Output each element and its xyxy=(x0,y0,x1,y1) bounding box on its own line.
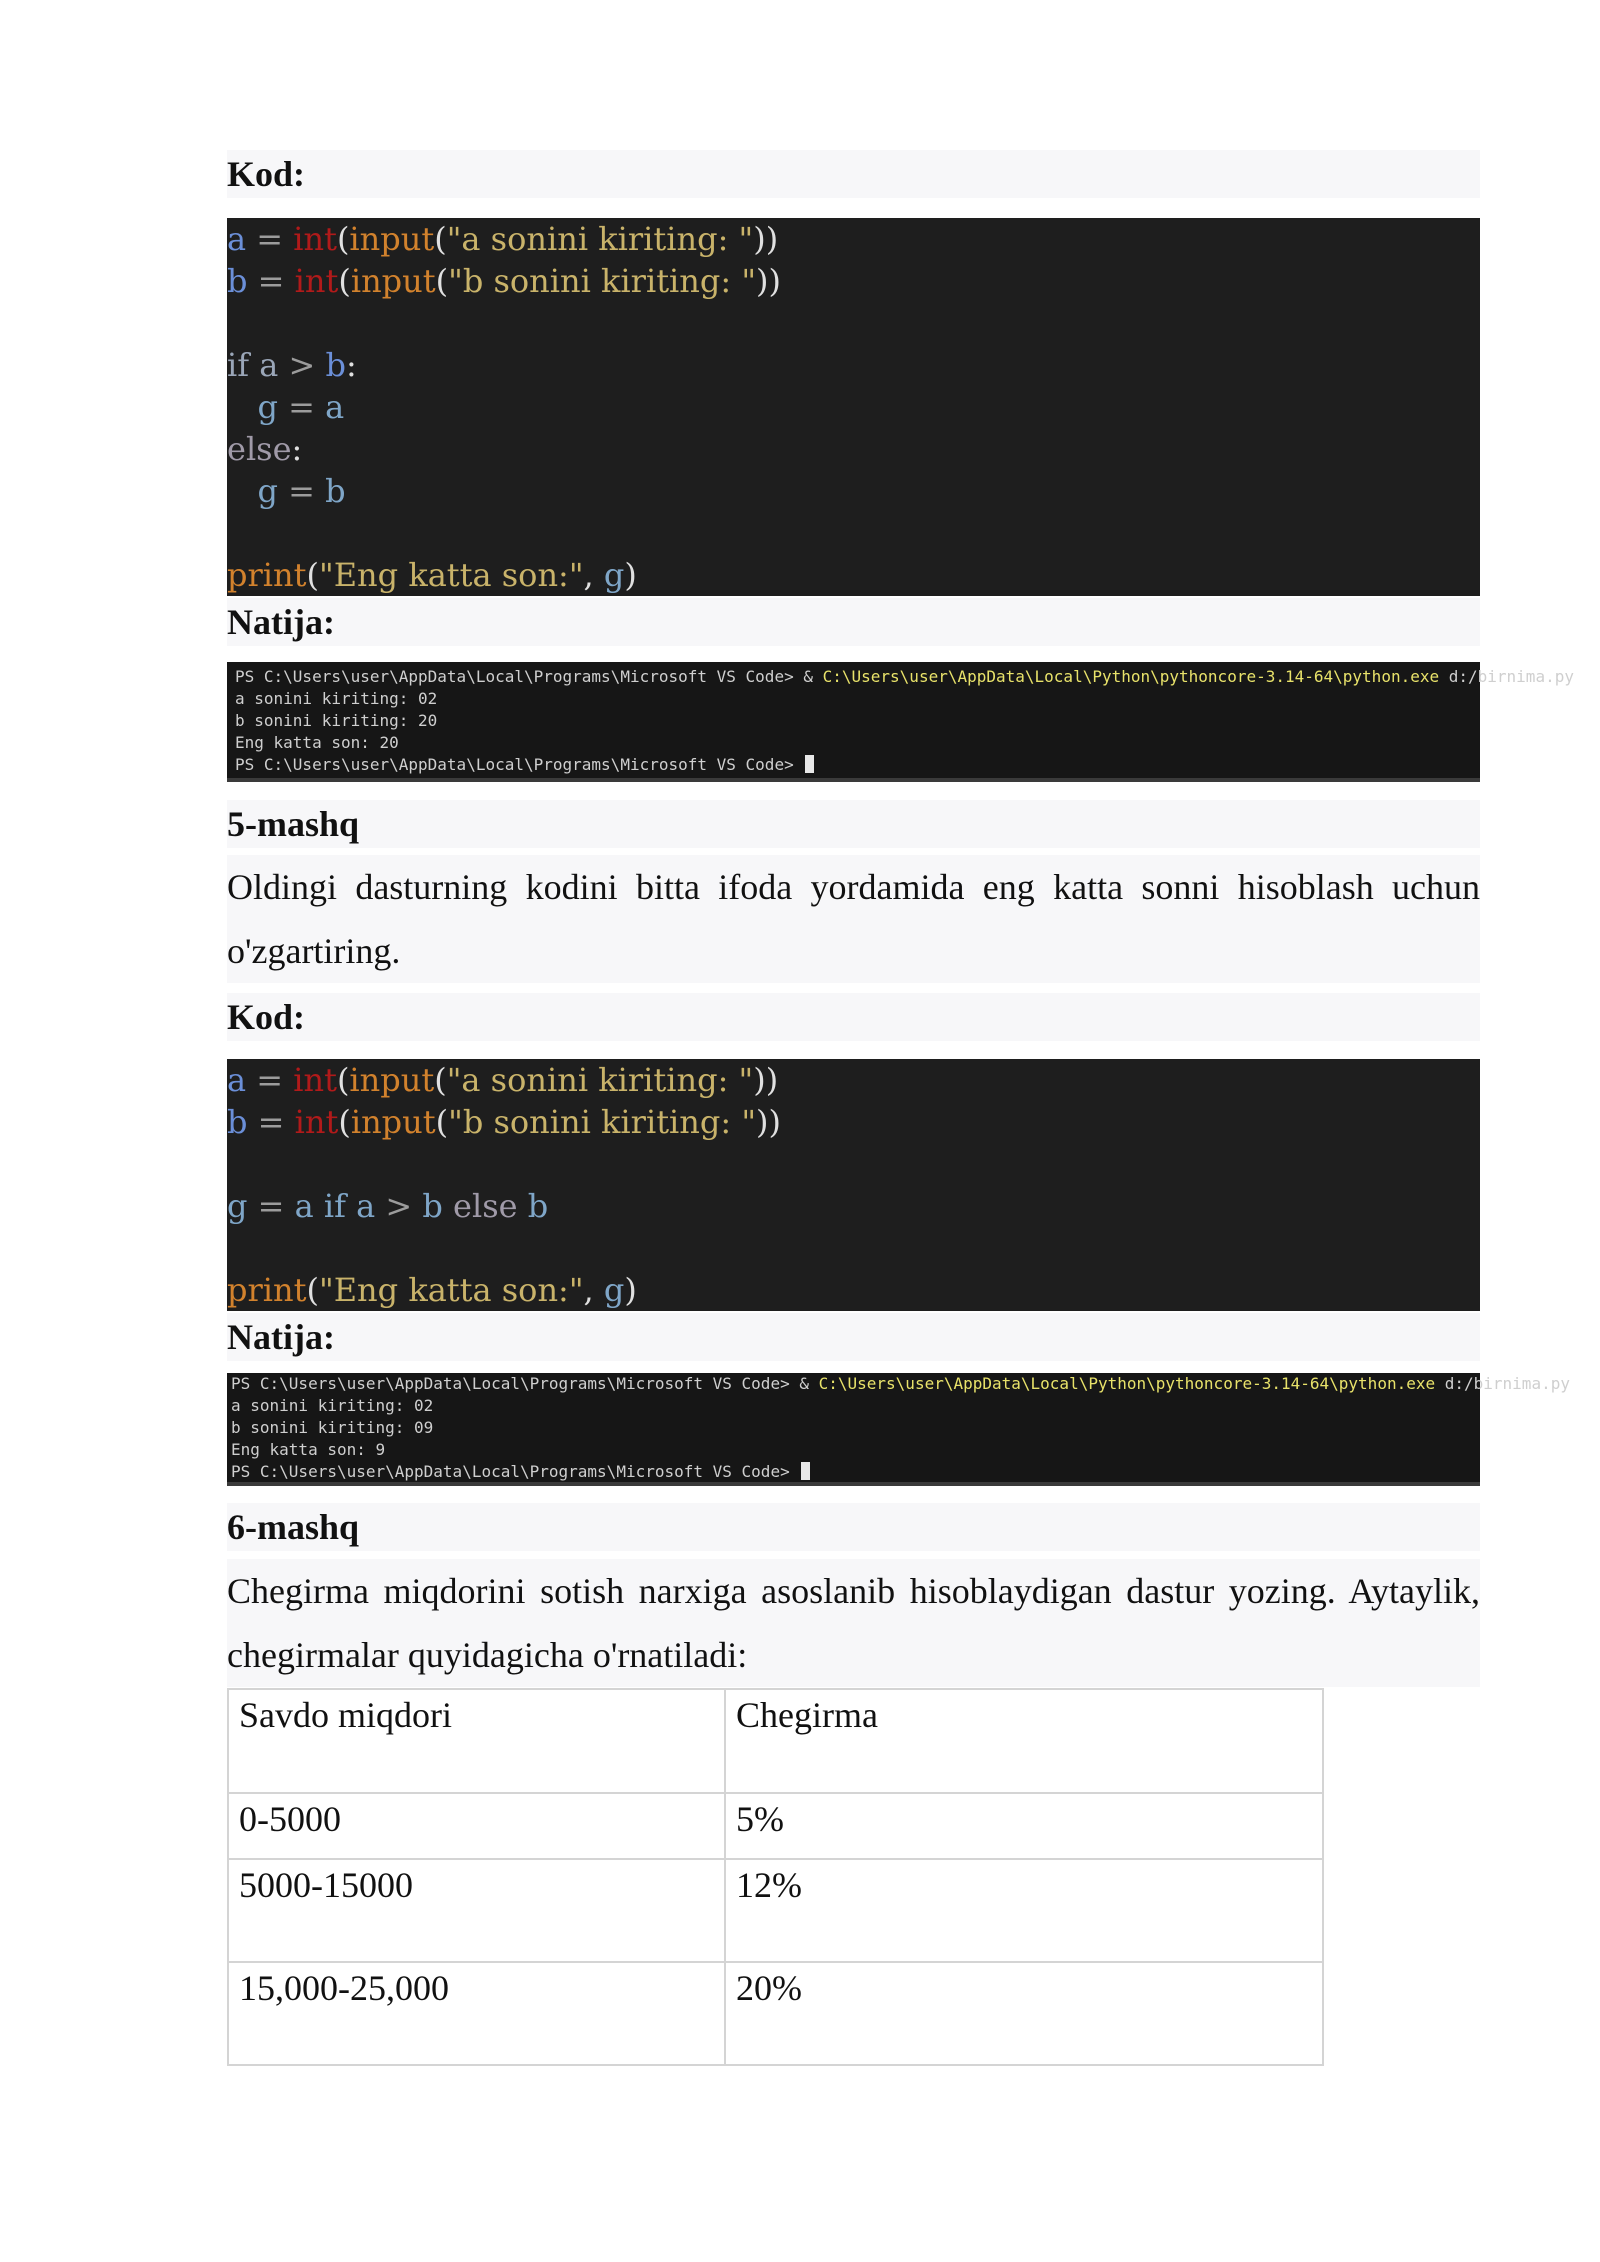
exercise-5-description: Oldingi dasturning kodini bitta ifoda yordamida eng katta sonni hisoblash uchun o'zgartiring. xyxy=(227,855,1480,983)
code-token: "Eng katta son:" xyxy=(318,556,584,594)
code-token: b xyxy=(315,346,346,384)
code-token: if a xyxy=(227,346,289,384)
code-token: ( xyxy=(336,220,350,258)
code-block-2 xyxy=(227,1059,1480,1311)
table-cell: 0-5000 xyxy=(228,1793,725,1859)
code-token: g xyxy=(227,388,278,426)
table-row xyxy=(228,1793,1323,1859)
code-token: "b sonini kiriting: " xyxy=(448,1103,757,1141)
code-token: )) xyxy=(753,1061,779,1099)
code-token: )) xyxy=(753,220,779,258)
code-token: g xyxy=(603,556,625,594)
code-line xyxy=(227,386,1480,428)
code-token: input xyxy=(349,1061,435,1099)
code-line xyxy=(227,218,1480,260)
code-token: b xyxy=(227,1103,248,1141)
code-token: > xyxy=(288,346,316,384)
terminal-script-arg: d:/birnima.py xyxy=(1439,667,1574,686)
code-token: int xyxy=(293,1061,337,1099)
code-token: ( xyxy=(306,1271,319,1309)
code-token: g xyxy=(227,1187,248,1225)
code-line xyxy=(227,554,1480,596)
code-line xyxy=(227,512,1480,554)
table-cell: 15,000-25,000 xyxy=(228,1962,725,2065)
code-token: ( xyxy=(336,1061,350,1099)
code-line xyxy=(227,1101,1480,1143)
terminal-cursor xyxy=(801,1462,810,1480)
terminal-line: Eng katta son: 9 xyxy=(231,1440,386,1459)
code-token: print xyxy=(227,556,307,594)
code-token: else xyxy=(227,430,292,468)
terminal-last-prompt-line xyxy=(231,1461,1480,1483)
discount-table xyxy=(227,1688,1324,2066)
code-token: a if a xyxy=(294,1187,386,1225)
natija-heading-2: Natija: xyxy=(227,1313,1480,1361)
code-token: : xyxy=(345,346,357,384)
terminal-command-line xyxy=(235,666,1574,688)
code-token: b xyxy=(227,262,248,300)
code-token: , xyxy=(583,556,604,594)
code-token: = xyxy=(278,388,326,426)
code-line xyxy=(227,260,1480,302)
code-token: b xyxy=(517,1187,549,1225)
code-line xyxy=(227,1059,1480,1101)
terminal-cursor xyxy=(805,755,814,773)
code-token: b xyxy=(412,1187,454,1225)
code-token: ( xyxy=(435,262,449,300)
terminal-script-arg: d:/birnima.py xyxy=(1435,1374,1570,1393)
code-token: input xyxy=(350,1103,436,1141)
code-token: print xyxy=(227,1271,307,1309)
terminal-line: a sonini kiriting: 02 xyxy=(231,1396,434,1415)
code-token: "b sonini kiriting: " xyxy=(448,262,757,300)
code-token: ( xyxy=(434,220,447,258)
terminal-line: a sonini kiriting: 02 xyxy=(235,689,438,708)
code-token: else xyxy=(453,1187,518,1225)
terminal-exe-path: C:\Users\user\AppData\Local\Python\pythoncore-3.14-64\python.exe xyxy=(818,1374,1436,1393)
code-token: , xyxy=(583,1271,604,1309)
terminal-exe-path: C:\Users\user\AppData\Local\Python\pythoncore-3.14-64\python.exe xyxy=(822,667,1440,686)
code-token: = xyxy=(246,1061,294,1099)
code-token: "a sonini kiriting: " xyxy=(446,220,754,258)
kod-heading-1: Kod: xyxy=(227,150,1480,198)
terminal-prompt: PS C:\Users\user\AppData\Local\Programs\Microsoft VS Code> & xyxy=(231,1374,819,1393)
table-cell: 20% xyxy=(725,1962,1323,2065)
terminal-prompt: PS C:\Users\user\AppData\Local\Programs\Microsoft VS Code> & xyxy=(235,667,823,686)
code-line xyxy=(227,470,1480,512)
code-token: "a sonini kiriting: " xyxy=(446,1061,754,1099)
code-line xyxy=(227,302,1480,344)
code-token: = xyxy=(247,262,295,300)
code-token: input xyxy=(349,220,435,258)
code-token: "Eng katta son:" xyxy=(318,1271,584,1309)
terminal-line: b sonini kiriting: 20 xyxy=(235,711,438,730)
code-token: g xyxy=(603,1271,625,1309)
exercise-6-description: Chegirma miqdorini sotish narxiga asoslanib hisoblaydigan dastur yozing. Aytaylik, chegirmalar quyidagicha o'rnatiladi: xyxy=(227,1559,1480,1687)
exercise-title-6: 6-mashq xyxy=(227,1503,1480,1551)
code-token: ( xyxy=(338,1103,351,1141)
code-token: > xyxy=(385,1187,413,1225)
code-token: int xyxy=(293,220,337,258)
code-line xyxy=(227,1227,1480,1269)
terminal-prompt: PS C:\Users\user\AppData\Local\Programs\Microsoft VS Code> xyxy=(235,755,804,774)
code-line xyxy=(227,1143,1480,1185)
table-cell: 5% xyxy=(725,1793,1323,1859)
terminal-line: Eng katta son: 20 xyxy=(235,733,399,752)
table-header-cell: Chegirma xyxy=(725,1689,1323,1793)
code-token: g xyxy=(227,472,278,510)
natija-heading-1: Natija: xyxy=(227,598,1480,646)
table-header-row xyxy=(228,1689,1323,1793)
code-line xyxy=(227,1269,1480,1311)
code-token: = xyxy=(246,220,294,258)
code-token: )) xyxy=(756,1103,782,1141)
kod-heading-2: Kod: xyxy=(227,993,1480,1041)
code-token: )) xyxy=(756,262,782,300)
code-token: a xyxy=(325,388,345,426)
table-cell: 12% xyxy=(725,1859,1323,1962)
code-token: a xyxy=(227,220,247,258)
terminal-command-line xyxy=(231,1373,1570,1395)
code-token: ) xyxy=(624,556,637,594)
table-row xyxy=(228,1962,1323,2065)
code-token: = xyxy=(247,1103,295,1141)
table-cell: 5000-15000 xyxy=(228,1859,725,1962)
terminal-last-prompt-line xyxy=(235,754,1480,776)
table-row xyxy=(228,1859,1323,1962)
code-token: a xyxy=(227,1061,247,1099)
terminal-prompt: PS C:\Users\user\AppData\Local\Programs\Microsoft VS Code> xyxy=(231,1462,800,1481)
code-block-1 xyxy=(227,218,1480,596)
code-token: ( xyxy=(434,1061,447,1099)
terminal-output-2 xyxy=(227,1373,1570,1486)
code-token: = xyxy=(247,1187,295,1225)
terminal-output-1 xyxy=(227,662,1574,782)
code-token: ) xyxy=(624,1271,637,1309)
code-token: b xyxy=(325,472,346,510)
table-header-cell: Savdo miqdori xyxy=(228,1689,725,1793)
code-line xyxy=(227,344,1480,386)
code-token: int xyxy=(294,1103,339,1141)
code-line xyxy=(227,428,1480,470)
code-token: ( xyxy=(306,556,319,594)
terminal-line: b sonini kiriting: 09 xyxy=(231,1418,434,1437)
code-token: ( xyxy=(435,1103,449,1141)
code-token: ( xyxy=(338,262,351,300)
code-token: : xyxy=(291,430,303,468)
code-line xyxy=(227,1185,1480,1227)
exercise-title-5: 5-mashq xyxy=(227,800,1480,848)
code-token: = xyxy=(278,472,326,510)
code-token: int xyxy=(294,262,339,300)
code-token: input xyxy=(350,262,436,300)
